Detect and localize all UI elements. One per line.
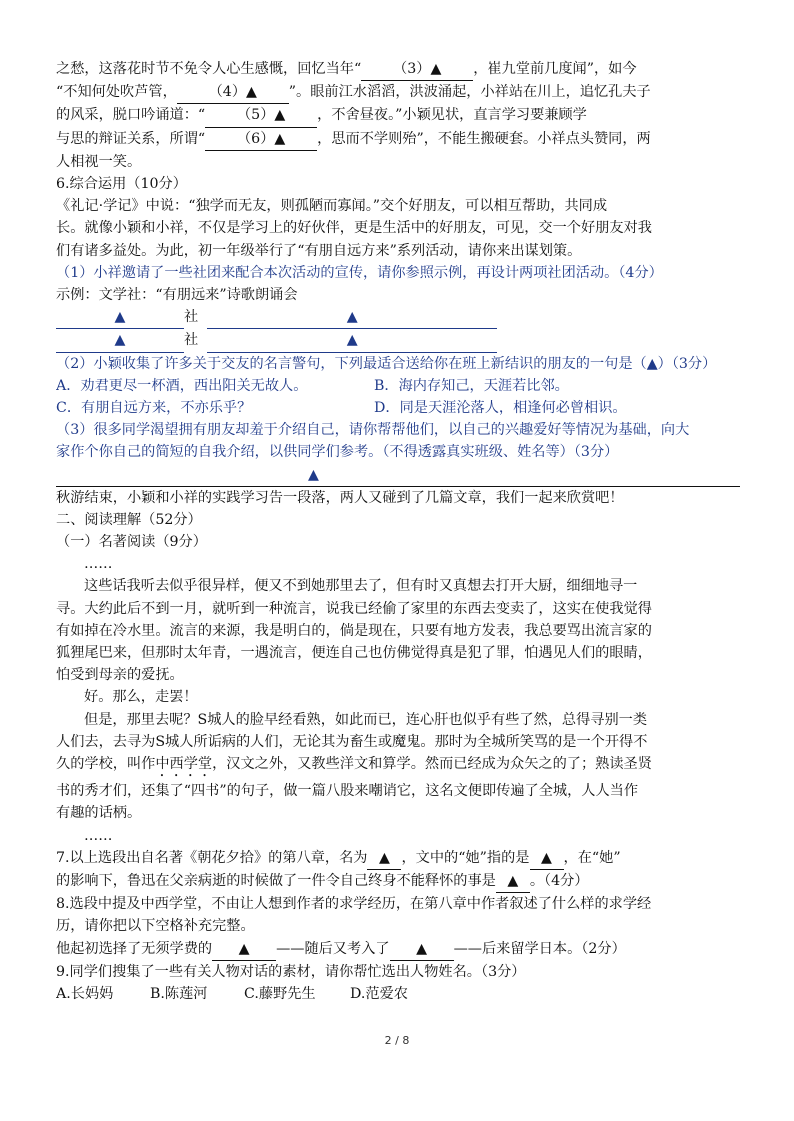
q8-line-1: 8.选段中提及中西学堂，不由让人想到作者的求学经历，在第八章中作者叙述了什么样的求学经 <box>56 896 652 913</box>
poem-line-1 <box>56 58 740 81</box>
regret-event-blank[interactable] <box>496 870 530 893</box>
second-school-blank[interactable] <box>390 938 454 961</box>
option-a[interactable]: A．劝君更尽一杯酒，西出阳关无故人。 <box>56 377 308 394</box>
exam-page <box>56 58 740 1005</box>
part2-heading: 二、阅读理解（52分） <box>56 511 202 528</box>
passage-p3-line-3 <box>56 753 740 780</box>
club-name-blank-1[interactable] <box>56 306 184 329</box>
q6-options-row-2 <box>56 397 740 419</box>
option-b[interactable]: B．海内存知己，天涯若比邻。 <box>374 377 569 394</box>
q9-option-c[interactable]: C.藤野先生 <box>244 985 316 1002</box>
q6-intro-1: 《礼记·学记》中说：“独学而无友，则孤陋而寡闻。”交个好朋友，可以相互帮助，共同成 <box>56 198 608 215</box>
passage-p1-line-2: 寻。大约此后不到一月，就听到一种流言，说我已经偷了家里的东西去变卖了，这实在使我觉得 <box>56 600 652 617</box>
club-name-blank-2[interactable] <box>56 329 184 352</box>
q9-options <box>56 983 740 1005</box>
text: 与思的辩证关系，所谓“ <box>56 130 206 147</box>
club-activity-blank-1[interactable] <box>207 306 497 329</box>
blank-3[interactable] <box>361 58 473 81</box>
club-suffix: 社 <box>184 309 199 326</box>
blank-label: （3）▲ <box>393 61 442 77</box>
q6-example: 示例：文学社：“有朋远来”诗歌朗诵会 <box>56 287 298 304</box>
first-school-blank[interactable] <box>212 938 276 961</box>
blank-mark: ▲ <box>346 332 358 349</box>
dotted-term: 中西学堂 <box>155 756 213 773</box>
blank-mark: ▲ <box>507 872 519 889</box>
transition-sentence: 秋游结束，小颖和小祥的实践学习告一段落，两人又碰到了几篇文章，我们一起来欣赏吧！ <box>56 489 624 506</box>
q9-option-a[interactable]: A.长妈妈 <box>56 985 114 1002</box>
club-suffix: 社 <box>184 332 199 349</box>
passage-p2: 好。那么，走罢！ <box>84 689 198 706</box>
text: ，在“她” <box>563 849 621 866</box>
passage-p1-line-4: 狐狸尾巴来，但那时太年青，一遇流言，便连自己也仿佛觉得真是犯了罪，怕遇见人们的眼睛， <box>56 645 652 662</box>
passage-p1-line-1: 这些话我听去似乎很异样，便又不到她那里去了，但有时又真想去打开大厨，细细地寻一 <box>84 578 638 595</box>
text: ，文中的“她”指的是 <box>401 849 530 866</box>
poem-line-4 <box>56 128 740 151</box>
page-number: 2 / 8 <box>384 1034 410 1047</box>
q9-line-1: 9.同学们搜集了一些有关人物对话的素材，请你帮忙选出人物姓名。（3分） <box>56 963 526 980</box>
poem-line-5: 人相视一笑。 <box>56 153 142 170</box>
option-d[interactable]: D．同是天涯沦落人，相逢何必曾相识。 <box>374 400 627 417</box>
passage-p3-line-2: 人们去，去寻为S城人所诟病的人们，无论其为畜生或魔鬼。那时为全城所笑骂的是一个开得不 <box>56 733 648 750</box>
q9-option-b[interactable]: B.陈莲河 <box>150 985 208 1002</box>
passage-p3-line-1: 但是，那里去呢？S城人的脸早经看熟，如此而已，连心肝也似乎有些了然，总得寻别一类 <box>84 711 648 728</box>
passage-p3-line-4: 书的秀才们，还集了“四书”的句子，做一篇八股来嘲诮它，这名文便即传遍了全城，人人当作 <box>56 783 639 800</box>
text: 之愁，这落花时节不免令人心生感慨，回忆当年“ <box>56 61 362 77</box>
ellipsis-bottom: …… <box>84 827 113 844</box>
blank-label: （6）▲ <box>236 130 286 147</box>
part2-sub-heading: （一）名著阅读（9分） <box>56 534 207 551</box>
passage-p3-line-5: 有趣的话柄。 <box>56 805 142 822</box>
text: ——后来留学日本。（2分） <box>453 940 626 957</box>
text: 7.以上选段出自名著《朝花夕拾》的第八章，名为 <box>56 849 368 866</box>
club-answer-row-1 <box>56 306 740 329</box>
q6-sub3-b: 家作个你自己的简短的自我介绍，以供同学们参考。（不得透露真实班级、姓名等）（3分） <box>56 444 619 461</box>
q6-options-row-1 <box>56 375 740 397</box>
passage-p1-line-3: 有如掉在冷水里。流言的来源，我是明白的，倘是现在，只要有地方发表，我总要骂出流言家的 <box>56 622 652 639</box>
text: 他起初选择了无须学费的 <box>56 940 213 957</box>
blank-mark: ▲ <box>114 332 126 349</box>
text: ，汉文之外，又教些洋文和算学。然而已经成为众矢之的了；熟读圣贤 <box>212 756 652 773</box>
chapter-title-blank[interactable] <box>367 847 401 870</box>
poem-line-2 <box>56 81 740 104</box>
q6-heading: 6.综合运用（10分） <box>56 176 187 193</box>
blank-6[interactable] <box>205 128 317 151</box>
blank-mark: ▲ <box>238 940 250 957</box>
blank-mark: ▲ <box>308 466 319 483</box>
q6-sub1: （1）小祥邀请了一些社团来配合本次活动的宣传，请你参照示例，再设计两项社团活动。（4分） <box>56 264 663 281</box>
q8-line-2: 历，请你把以下空格补充完整。 <box>56 918 255 935</box>
text: 。（4分） <box>529 872 589 889</box>
text: 的风采，脱口吟诵道：“ <box>56 107 206 124</box>
ellipsis-top: …… <box>84 556 113 573</box>
blank-mark: ▲ <box>114 309 126 326</box>
blank-mark: ▲ <box>416 940 428 957</box>
passage-p1-line-5: 怕受到母亲的爱抚。 <box>56 667 184 684</box>
text: “不知何处吹芦管， <box>56 84 177 101</box>
blank-5[interactable] <box>205 104 317 127</box>
option-c[interactable]: C．有朋自远方来，不亦乐乎？ <box>56 400 252 417</box>
q6-sub2: （2）小颖收集了许多关于交友的名言警句，下列最适合送给你在班上新结识的朋友的一句是（▲）（3分） <box>56 355 717 372</box>
blank-mark: ▲ <box>379 849 390 866</box>
blank-mark: ▲ <box>541 849 552 866</box>
blank-4[interactable] <box>177 81 289 104</box>
blank-label: （4）▲ <box>208 84 257 101</box>
text: ，思而不学则殆”，不能生搬硬套。小祥点头赞同，两 <box>317 130 651 147</box>
q9-option-d[interactable]: D.范爱农 <box>350 985 408 1002</box>
text: ，不舍昼夜。”小颖见状，直言学习要兼顾学 <box>317 107 587 124</box>
q7-line-2 <box>56 870 740 893</box>
text: ”。眼前江水滔滔，洪波涌起，小祥站在川上，追忆孔夫子 <box>288 84 651 101</box>
q6-sub3-a: （3）很多同学渴望拥有朋友却羞于介绍自己，请你帮帮他们，以自己的兴趣爱好等情况为基础，向大 <box>56 422 690 439</box>
q8-line-3 <box>56 938 740 961</box>
self-intro-answer-line[interactable] <box>56 464 740 487</box>
text: 久的学校，叫作 <box>56 756 156 773</box>
text: 的影响下，鲁迅在父亲病逝的时候做了一件令自己终身不能释怀的事是 <box>56 872 496 889</box>
q6-intro-3: 们有诸多益处。为此，初一年级举行了“有朋自远方来”系列活动，请你来出谋划策。 <box>56 242 582 259</box>
blank-label: （5）▲ <box>236 107 286 124</box>
she-refers-blank[interactable] <box>530 847 564 870</box>
text: ——随后又考入了 <box>276 940 390 957</box>
blank-mark: ▲ <box>346 309 358 326</box>
poem-line-3 <box>56 104 740 127</box>
text: ，崔九堂前几度闻”，如今 <box>473 61 637 77</box>
q6-intro-2: 长。就像小颖和小祥，不仅是学习上的好伙伴，更是生活中的好朋友，可见，交一个好朋友对我 <box>56 220 652 237</box>
club-answer-row-2 <box>56 329 740 352</box>
q7-line-1 <box>56 847 740 870</box>
club-activity-blank-2[interactable] <box>207 329 497 352</box>
